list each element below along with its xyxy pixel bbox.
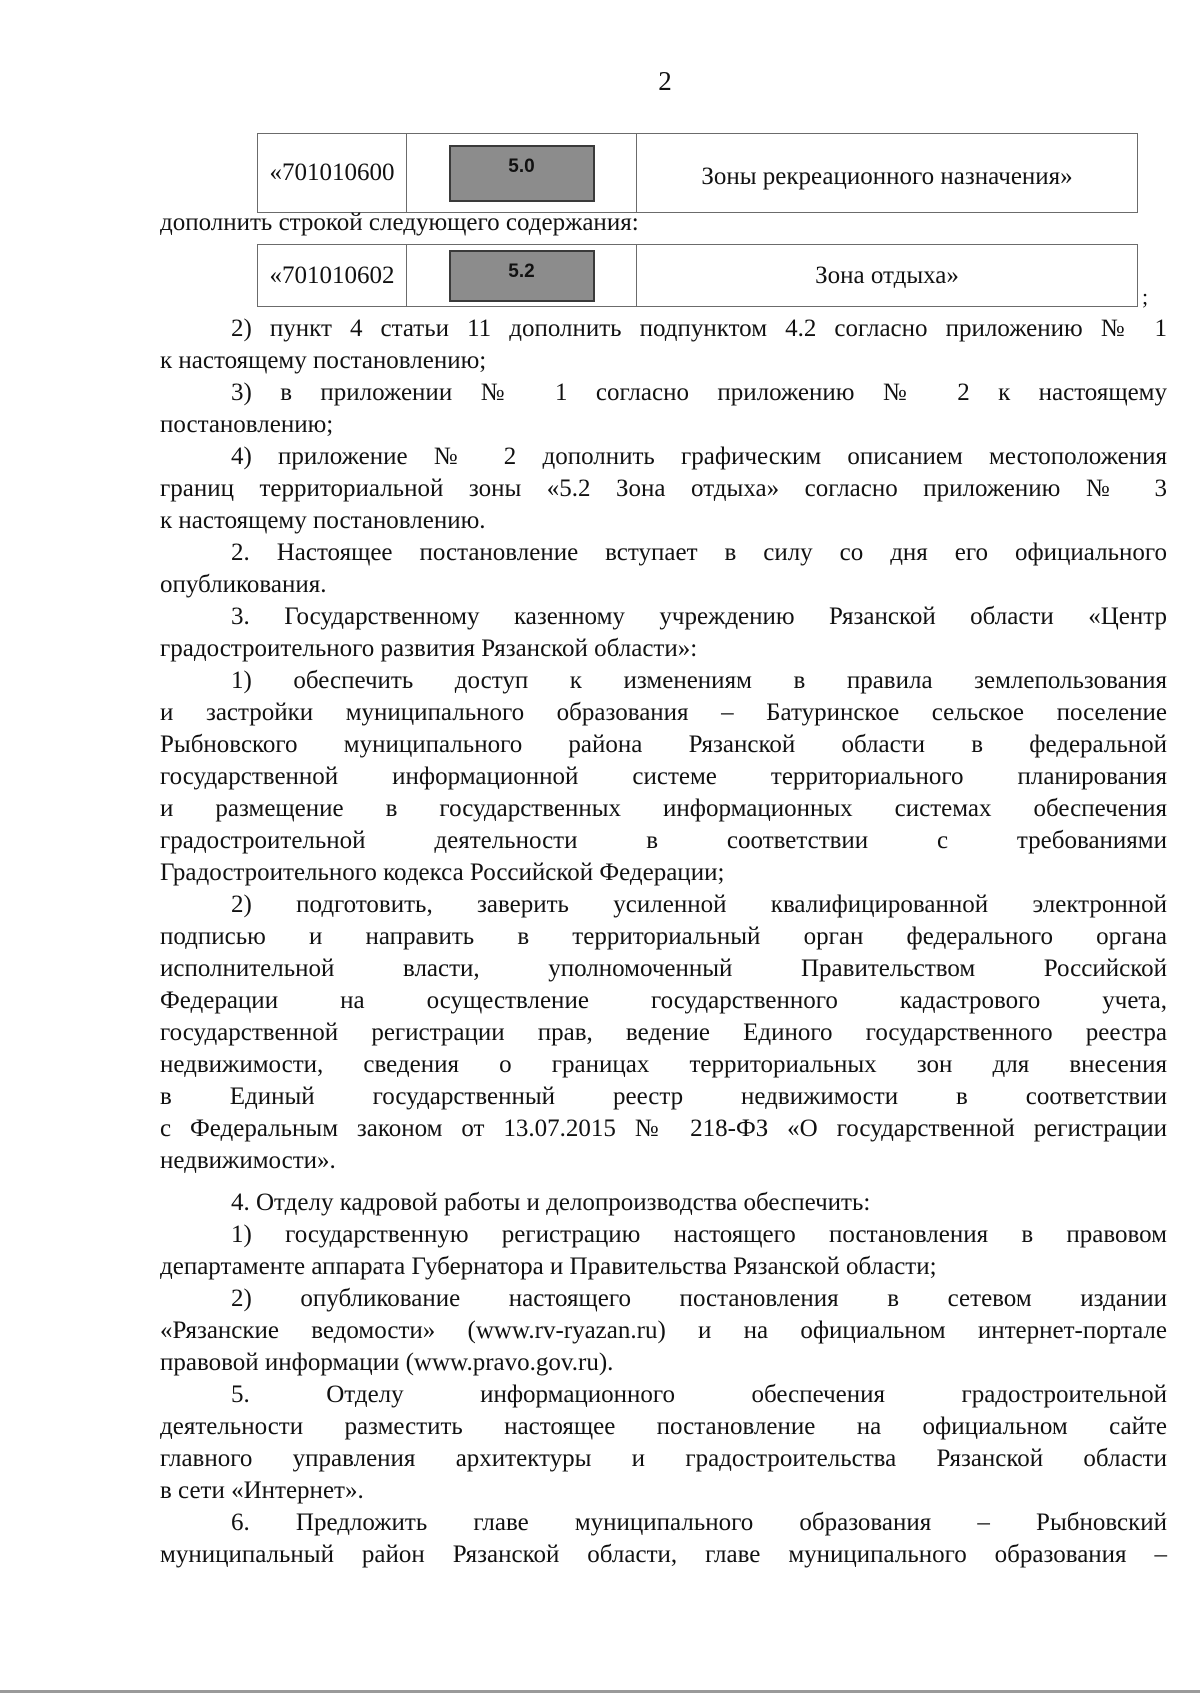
text-line: градостроительного развития Рязанской области»: — [160, 635, 698, 662]
text-line: 3. Государственному казенному учреждению Рязанской области «Центр — [231, 603, 1167, 630]
text-line: департаменте аппарата Губернатора и Правительства Рязанской области; — [160, 1253, 937, 1280]
table-row — [258, 245, 1138, 307]
text-line: муниципальный район Рязанской области, главе муниципального образования – — [160, 1541, 1167, 1568]
text-line: Федерации на осуществление государственного кадастрового учета, — [160, 987, 1167, 1014]
zone-name-cell: Зоны рекреационного назначения» — [637, 134, 1138, 213]
text-line: Градостроительного кодекса Российской Федерации; — [160, 859, 725, 886]
table-row — [258, 134, 1138, 213]
text-line: 3) в приложении № 1 согласно приложению № 2 к настоящему — [231, 379, 1167, 406]
text-line: постановлению; — [160, 411, 334, 438]
text-line: в Единый государственный реестр недвижимости в соответствии — [160, 1083, 1167, 1110]
text-line: исполнительной власти, уполномоченный Правительством Российской — [160, 955, 1167, 982]
text-line: подписью и направить в территориальный орган федерального органа — [160, 923, 1167, 950]
page-number: 2 — [658, 66, 672, 96]
zone-code-cell: «701010600 — [258, 134, 407, 213]
text-line: 1) государственную регистрацию настоящего постановления в правовом — [231, 1221, 1167, 1248]
text-line: деятельности разместить настоящее постановление на официальном сайте — [160, 1413, 1167, 1440]
text-line: 6. Предложить главе муниципального образования – Рыбновский — [231, 1509, 1167, 1536]
zone-code-cell: «701010602 — [258, 245, 407, 307]
text-line: 4) приложение № 2 дополнить графическим описанием местоположения — [231, 443, 1167, 470]
bottom-scan-edge — [0, 1690, 1200, 1693]
text-line: 2) подготовить, заверить усиленной квалифицированной электронной — [231, 891, 1167, 918]
text-line: и застройки муниципального образования – Батуринское сельское поселение — [160, 699, 1167, 726]
table-trailing-semicolon: ; — [1142, 284, 1149, 309]
text-line: правовой информации (www.pravo.gov.ru). — [160, 1349, 614, 1376]
zone-color-cell — [407, 134, 637, 213]
text-line: недвижимости, сведения о границах территориальных зон для внесения — [160, 1051, 1167, 1078]
text-line: с Федеральным законом от 13.07.2015 № 218-ФЗ «О государственной регистрации — [160, 1115, 1167, 1142]
text-line: «Рязанские ведомости» (www.rv-ryazan.ru) и на официальном интернет-портале — [160, 1317, 1167, 1344]
text-line: 5. Отделу информационного обеспечения градостроительной — [231, 1381, 1167, 1408]
zone-table-new-row — [257, 244, 1138, 307]
text-line: и размещение в государственных информационных системах обеспечения — [160, 795, 1167, 822]
text-line: градостроительной деятельности в соответствии с требованиями — [160, 827, 1167, 854]
zone-table-existing-row — [257, 133, 1138, 213]
text-line: к настоящему постановлению; — [160, 347, 487, 374]
text-line: Рыбновского муниципального района Рязанской области в федеральной — [160, 731, 1167, 758]
text-line: границ территориальной зоны «5.2 Зона отдыха» согласно приложению № 3 — [160, 475, 1167, 502]
text-line: 2. Настоящее постановление вступает в силу со дня его официального — [231, 539, 1167, 566]
zone-name-cell: Зона отдыха» — [637, 245, 1138, 307]
text-line: государственной информационной системе территориального планирования — [160, 763, 1167, 790]
table-intro-text: дополнить строкой следующего содержания: — [160, 209, 639, 236]
text-line: недвижимости». — [160, 1147, 336, 1174]
text-line: 4. Отделу кадровой работы и делопроизводства обеспечить: — [231, 1189, 871, 1216]
text-line: опубликования. — [160, 571, 327, 598]
text-line: главного управления архитектуры и градостроительства Рязанской области — [160, 1445, 1167, 1472]
text-line: 2) опубликование настоящего постановления в сетевом издании — [231, 1285, 1167, 1312]
zone-color-swatch: 5.0 — [449, 145, 595, 202]
zone-color-swatch: 5.2 — [449, 250, 595, 302]
text-line: 1) обеспечить доступ к изменениям в правила землепользования — [231, 667, 1167, 694]
text-line: в сети «Интернет». — [160, 1477, 364, 1504]
zone-color-cell — [407, 245, 637, 307]
text-line: 2) пункт 4 статьи 11 дополнить подпунктом 4.2 согласно приложению № 1 — [231, 315, 1167, 342]
text-line: государственной регистрации прав, ведение Единого государственного реестра — [160, 1019, 1167, 1046]
text-line: к настоящему постановлению. — [160, 507, 486, 534]
